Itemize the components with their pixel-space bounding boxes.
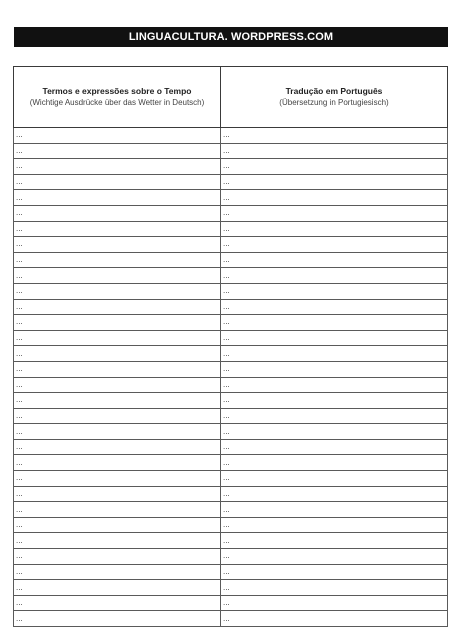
column-title-translation: Tradução em Português (285, 86, 383, 96)
table-row (14, 408, 448, 424)
column-header-terms (14, 67, 221, 128)
term-cell: ... (14, 283, 221, 299)
column-header-translation (221, 67, 448, 128)
translation-cell: ... (221, 221, 448, 237)
term-cell: ... (14, 393, 221, 409)
table-row (14, 486, 448, 502)
translation-cell: ... (221, 393, 448, 409)
translation-cell: ... (221, 190, 448, 206)
term-cell: ... (14, 205, 221, 221)
table-header-row (14, 67, 448, 128)
table-row (14, 517, 448, 533)
translation-cell: ... (221, 205, 448, 221)
translation-cell: ... (221, 128, 448, 144)
table-row (14, 611, 448, 627)
translation-cell: ... (221, 611, 448, 627)
table-row (14, 377, 448, 393)
table-row (14, 580, 448, 596)
term-cell: ... (14, 455, 221, 471)
translation-cell: ... (221, 252, 448, 268)
term-cell: ... (14, 190, 221, 206)
table-row (14, 190, 448, 206)
table-row (14, 143, 448, 159)
term-cell: ... (14, 237, 221, 253)
table-row (14, 283, 448, 299)
translation-cell: ... (221, 549, 448, 565)
site-title: LINGUACULTURA. WORDPRESS.COM (128, 31, 334, 43)
term-cell: ... (14, 595, 221, 611)
term-cell: ... (14, 315, 221, 331)
translation-cell: ... (221, 564, 448, 580)
term-cell: ... (14, 143, 221, 159)
term-cell: ... (14, 424, 221, 440)
table-row (14, 128, 448, 144)
term-cell: ... (14, 346, 221, 362)
term-cell: ... (14, 517, 221, 533)
term-cell: ... (14, 128, 221, 144)
table-row (14, 595, 448, 611)
table-row (14, 221, 448, 237)
term-cell: ... (14, 408, 221, 424)
translation-cell: ... (221, 315, 448, 331)
term-cell: ... (14, 377, 221, 393)
table-row (14, 533, 448, 549)
table-row (14, 268, 448, 284)
table-row (14, 174, 448, 190)
translation-cell: ... (221, 502, 448, 518)
translation-cell: ... (221, 361, 448, 377)
table-row (14, 549, 448, 565)
translation-cell: ... (221, 346, 448, 362)
translation-cell: ... (221, 455, 448, 471)
term-cell: ... (14, 564, 221, 580)
translation-cell: ... (221, 517, 448, 533)
translation-cell: ... (221, 174, 448, 190)
table-row (14, 361, 448, 377)
translation-cell: ... (221, 159, 448, 175)
translation-cell: ... (221, 299, 448, 315)
translation-cell: ... (221, 377, 448, 393)
table-row (14, 299, 448, 315)
translation-cell: ... (221, 533, 448, 549)
table-row (14, 439, 448, 455)
table-row (14, 315, 448, 331)
translation-cell: ... (221, 424, 448, 440)
table-row (14, 237, 448, 253)
translation-cell: ... (221, 268, 448, 284)
table-row (14, 502, 448, 518)
table-row (14, 393, 448, 409)
term-cell: ... (14, 549, 221, 565)
vocabulary-table (13, 66, 448, 627)
term-cell: ... (14, 174, 221, 190)
table-body (14, 128, 448, 627)
term-cell: ... (14, 252, 221, 268)
term-cell: ... (14, 330, 221, 346)
term-cell: ... (14, 268, 221, 284)
table-row (14, 455, 448, 471)
column-subtitle-translation: (Übersetzung in Portugiesisch) (279, 98, 389, 107)
term-cell: ... (14, 533, 221, 549)
translation-cell: ... (221, 408, 448, 424)
column-subtitle-terms: (Wichtige Ausdrücke über das Wetter in Deutsch) (29, 98, 205, 107)
term-cell: ... (14, 580, 221, 596)
translation-cell: ... (221, 486, 448, 502)
term-cell: ... (14, 486, 221, 502)
table-row (14, 471, 448, 487)
term-cell: ... (14, 159, 221, 175)
table-row (14, 205, 448, 221)
translation-cell: ... (221, 595, 448, 611)
translation-cell: ... (221, 439, 448, 455)
term-cell: ... (14, 299, 221, 315)
term-cell: ... (14, 471, 221, 487)
term-cell: ... (14, 502, 221, 518)
translation-cell: ... (221, 330, 448, 346)
site-title-banner (14, 27, 448, 47)
table-row (14, 330, 448, 346)
translation-cell: ... (221, 471, 448, 487)
term-cell: ... (14, 439, 221, 455)
table-row (14, 424, 448, 440)
table-row (14, 564, 448, 580)
column-title-terms: Termos e expressões sobre o Tempo (42, 86, 192, 96)
term-cell: ... (14, 361, 221, 377)
translation-cell: ... (221, 283, 448, 299)
translation-cell: ... (221, 580, 448, 596)
term-cell: ... (14, 611, 221, 627)
term-cell: ... (14, 221, 221, 237)
translation-cell: ... (221, 237, 448, 253)
table-row (14, 346, 448, 362)
table-row (14, 252, 448, 268)
translation-cell: ... (221, 143, 448, 159)
table-row (14, 159, 448, 175)
